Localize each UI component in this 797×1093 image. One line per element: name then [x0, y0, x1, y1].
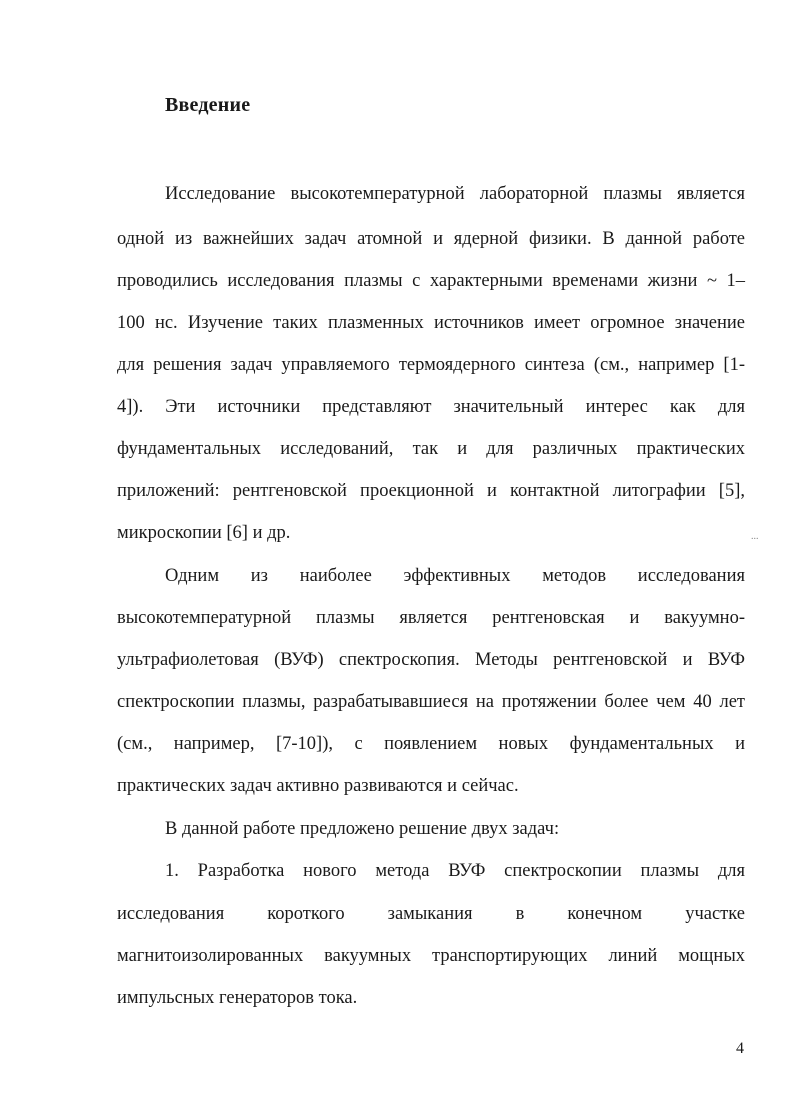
paragraph-1-line-9: микроскопии [6] и др. [117, 523, 291, 543]
section-heading: Введение [165, 94, 251, 116]
paragraph-2-line-6: практических задач активно развиваются и сейчас. [117, 776, 519, 796]
margin-mark: ... [751, 531, 759, 542]
paragraph-1-line-6: 4]). Эти источники представляют значительный интерес как для [117, 397, 745, 417]
paragraph-2-line-4: спектроскопии плазмы, разрабатывавшиеся на протяжении более чем 40 лет [117, 692, 745, 712]
list-item-1-line-2: исследования короткого замыкания в конечном участке [117, 904, 745, 924]
paragraph-1-line-3: проводились исследования плазмы с характерными временами жизни ~ 1– [117, 271, 745, 291]
paragraph-1-line-5: для решения задач управляемого термоядерного синтеза (см., например [1- [117, 355, 745, 375]
paragraph-1-line-2: одной из важнейших задач атомной и ядерной физики. В данной работе [117, 229, 745, 249]
list-item-1-line-4: импульсных генераторов тока. [117, 988, 358, 1008]
paragraph-2-line-5: (см., например, [7-10]), с появлением новых фундаментальных и [117, 734, 745, 754]
paragraph-2-line-1: Одним из наиболее эффективных методов исследования [165, 566, 745, 586]
paragraph-2-line-2: высокотемпературной плазмы является рентгеновская и вакуумно- [117, 608, 745, 628]
list-item-1-line-1: 1. Разработка нового метода ВУФ спектроскопии плазмы для [165, 861, 745, 881]
paragraph-1-line-1: Исследование высокотемпературной лабораторной плазмы является [165, 184, 745, 204]
paragraph-2-line-3: ультрафиолетовая (ВУФ) спектроскопия. Методы рентгеновской и ВУФ [117, 650, 745, 670]
list-item-1-line-3: магнитоизолированных вакуумных транспортирующих линий мощных [117, 946, 745, 966]
paragraph-1-line-4: 100 нс. Изучение таких плазменных источников имеет огромное значение [117, 313, 745, 333]
page-number: 4 [736, 1040, 744, 1057]
paragraph-1-line-8: приложений: рентгеновской проекционной и контактной литографии [5], [117, 481, 745, 501]
paragraph-3-line-1: В данной работе предложено решение двух задач: [165, 819, 560, 839]
paragraph-1-line-7: фундаментальных исследований, так и для различных практических [117, 439, 745, 459]
